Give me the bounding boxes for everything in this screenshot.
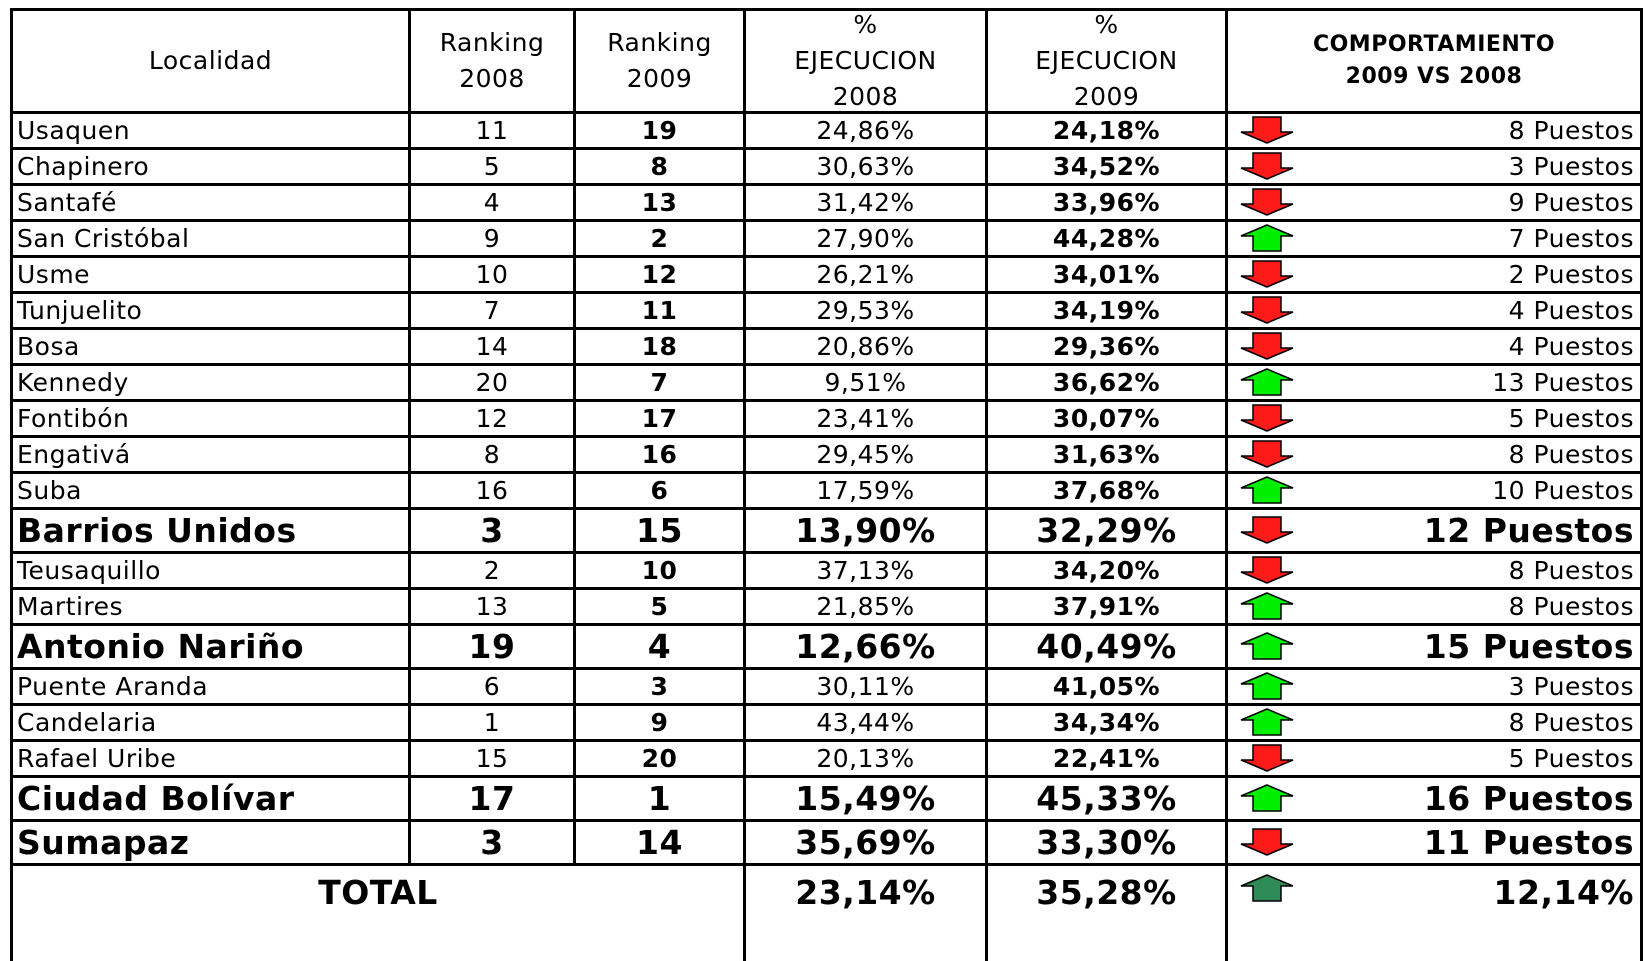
ranking-2008-cell: 10 <box>475 260 509 289</box>
arrow-down-icon <box>1239 296 1295 324</box>
ejecucion-2008-cell: 9,51% <box>824 368 907 397</box>
localidad-cell: Antonio Nariño <box>17 627 305 666</box>
grid-line <box>10 183 1643 186</box>
ejecucion-2008-cell: 12,66% <box>795 627 936 666</box>
ranking-2008-cell: 4 <box>483 188 501 217</box>
grid-line <box>10 255 1643 258</box>
header-ranking-2008 <box>411 11 573 111</box>
header-ejecucion-2008-line: EJECUCION <box>794 46 937 75</box>
grid-line <box>985 8 988 961</box>
grid-line <box>10 623 1643 626</box>
arrow-down-icon <box>1239 828 1295 856</box>
comportamiento-cell: 8 Puestos <box>1508 708 1634 737</box>
grid-line <box>10 775 1643 778</box>
ejecucion-2008-cell: 31,42% <box>816 188 915 217</box>
ejecucion-2008-cell: 29,45% <box>816 440 915 469</box>
ejecucion-2009-cell: 41,05% <box>1052 672 1161 701</box>
localidad-cell: Tunjuelito <box>17 296 143 325</box>
arrow-down-icon <box>1239 556 1295 584</box>
arrow-up-icon <box>1239 476 1295 504</box>
localidad-cell: Teusaquillo <box>17 556 161 585</box>
comportamiento-cell: 13 Puestos <box>1492 368 1634 397</box>
ranking-2009-cell: 14 <box>636 823 683 862</box>
header-ejecucion-2008-line: % <box>853 11 878 39</box>
arrow-up-icon <box>1239 632 1295 660</box>
localidad-cell: Ciudad Bolívar <box>17 779 295 818</box>
comportamiento-cell: 16 Puestos <box>1423 779 1634 818</box>
header-comportamiento-line: COMPORTAMIENTO <box>1312 32 1556 57</box>
arrow-up-icon <box>1239 784 1295 812</box>
ejecucion-2009-cell: 34,19% <box>1052 296 1161 325</box>
grid-line <box>10 399 1643 402</box>
arrow-down-icon <box>1239 744 1295 772</box>
ejecucion-2008-cell: 23,41% <box>816 404 915 433</box>
localidad-cell: Chapinero <box>17 152 150 181</box>
comportamiento-cell: 7 Puestos <box>1508 224 1634 253</box>
comportamiento-cell: 8 Puestos <box>1508 440 1634 469</box>
grid-line <box>10 219 1643 222</box>
ejecucion-2008-cell: 20,86% <box>816 332 915 361</box>
ejecucion-2009-cell: 33,96% <box>1052 188 1161 217</box>
comportamiento-cell: 3 Puestos <box>1508 672 1634 701</box>
arrow-up-icon <box>1239 672 1295 700</box>
ranking-2009-cell: 2 <box>650 224 669 253</box>
comportamiento-cell: 9 Puestos <box>1508 188 1634 217</box>
localidad-cell: Suba <box>17 476 82 505</box>
localidad-cell: Candelaria <box>17 708 157 737</box>
grid-line <box>10 291 1643 294</box>
ejecucion-2009-cell: 37,68% <box>1052 476 1161 505</box>
grid-line <box>1640 8 1643 961</box>
arrow-up-icon <box>1239 708 1295 736</box>
ejecucion-2008-cell: 26,21% <box>816 260 915 289</box>
ranking-2008-cell: 8 <box>483 440 501 469</box>
ranking-2009-cell: 16 <box>641 440 678 469</box>
total-label: TOTAL <box>318 873 438 912</box>
ejecucion-2008-cell: 15,49% <box>795 779 936 818</box>
ranking-2009-cell: 5 <box>650 592 669 621</box>
localidad-cell: Sumapaz <box>17 823 190 862</box>
grid-line <box>10 8 1643 11</box>
ejecucion-2008-cell: 13,90% <box>795 511 936 550</box>
localidad-cell: Bosa <box>17 332 80 361</box>
grid-line <box>10 703 1643 706</box>
ejecucion-2008-cell: 24,86% <box>816 116 915 145</box>
comportamiento-cell: 4 Puestos <box>1508 296 1634 325</box>
ejecucion-2008-cell: 30,11% <box>816 672 915 701</box>
total-ejecucion-2009: 35,28% <box>1036 873 1177 912</box>
ranking-2009-cell: 8 <box>650 152 669 181</box>
ejecucion-2009-cell: 34,01% <box>1052 260 1161 289</box>
grid-line <box>10 147 1643 150</box>
comportamiento-cell: 12 Puestos <box>1423 511 1634 550</box>
grid-line <box>10 435 1643 438</box>
grid-line <box>10 507 1643 510</box>
ranking-2008-cell: 13 <box>475 592 509 621</box>
header-comportamiento <box>1228 11 1640 111</box>
ranking-2008-cell: 3 <box>480 823 504 862</box>
ranking-2008-cell: 9 <box>483 224 501 253</box>
header-ejecucion-2009-line: 2009 <box>1073 82 1140 111</box>
comportamiento-cell: 8 Puestos <box>1508 556 1634 585</box>
ejecucion-2008-cell: 21,85% <box>816 592 915 621</box>
ejecucion-2008-cell: 20,13% <box>816 744 915 773</box>
ranking-2009-cell: 3 <box>650 672 669 701</box>
arrow-down-icon <box>1239 116 1295 144</box>
header-ranking-2009-line: 2009 <box>626 64 693 93</box>
ejecucion-2009-cell: 36,62% <box>1052 368 1161 397</box>
localidad-cell: Puente Aranda <box>17 672 209 701</box>
localidad-cell: Barrios Unidos <box>17 511 297 550</box>
arrow-down-icon <box>1239 152 1295 180</box>
ranking-2009-cell: 7 <box>650 368 669 397</box>
total-ejecucion-2008: 23,14% <box>795 873 936 912</box>
ranking-2009-cell: 6 <box>650 476 669 505</box>
ejecucion-2009-cell: 34,20% <box>1052 556 1161 585</box>
comportamiento-cell: 5 Puestos <box>1508 744 1634 773</box>
ranking-2009-cell: 18 <box>641 332 678 361</box>
header-ejecucion-2008 <box>746 11 985 111</box>
ranking-2008-cell: 7 <box>483 296 501 325</box>
ejecucion-2008-cell: 30,63% <box>816 152 915 181</box>
grid-line <box>743 8 746 961</box>
arrow-down-icon <box>1239 188 1295 216</box>
header-ejecucion-2009-line: EJECUCION <box>1035 46 1178 75</box>
grid-line <box>10 471 1643 474</box>
ranking-2008-cell: 20 <box>475 368 509 397</box>
ranking-2009-cell: 4 <box>647 627 672 666</box>
grid-line <box>10 667 1643 670</box>
header-ejecucion-2008-line: 2008 <box>832 82 899 111</box>
ranking-2008-cell: 2 <box>483 556 501 585</box>
ejecucion-2009-cell: 44,28% <box>1052 224 1161 253</box>
ejecucion-2008-cell: 29,53% <box>816 296 915 325</box>
ranking-2008-cell: 3 <box>480 511 504 550</box>
localidad-cell: Usme <box>17 260 91 289</box>
arrow-down-icon <box>1239 404 1295 432</box>
ranking-2008-cell: 15 <box>475 744 509 773</box>
ejecucion-2009-cell: 30,07% <box>1052 404 1161 433</box>
ejecucion-2009-cell: 45,33% <box>1036 779 1177 818</box>
header-comportamiento-line: 2009 VS 2008 <box>1345 64 1523 89</box>
arrow-down-icon <box>1239 332 1295 360</box>
ranking-2009-cell: 12 <box>641 260 678 289</box>
comportamiento-cell: 10 Puestos <box>1492 476 1634 505</box>
ejecucion-2009-cell: 29,36% <box>1052 332 1161 361</box>
arrow-up-icon <box>1239 874 1295 902</box>
arrow-up-icon <box>1239 592 1295 620</box>
ranking-2009-cell: 11 <box>641 296 678 325</box>
ranking-2008-cell: 5 <box>483 152 501 181</box>
header-ranking-2009-line: Ranking <box>607 28 712 57</box>
ejecucion-2009-cell: 22,41% <box>1052 744 1161 773</box>
header-ranking-2008-line: Ranking <box>439 28 545 57</box>
ejecucion-2008-cell: 27,90% <box>816 224 915 253</box>
grid-line <box>10 551 1643 554</box>
ranking-2009-cell: 17 <box>641 404 678 433</box>
ejecucion-2008-cell: 35,69% <box>795 823 936 862</box>
ranking-2009-cell: 10 <box>641 556 678 585</box>
header-localidad <box>13 11 408 111</box>
grid-line <box>10 327 1643 330</box>
grid-line <box>408 8 411 866</box>
ranking-2009-cell: 13 <box>641 188 678 217</box>
ejecucion-2008-cell: 43,44% <box>816 708 915 737</box>
localidad-cell: Engativá <box>17 440 131 469</box>
ranking-2008-cell: 14 <box>475 332 509 361</box>
ranking-2009-cell: 20 <box>641 744 678 773</box>
comportamiento-cell: 3 Puestos <box>1508 152 1634 181</box>
localidad-cell: Kennedy <box>17 368 129 397</box>
ejecucion-2009-cell: 24,18% <box>1052 116 1161 145</box>
ranking-2009-cell: 19 <box>641 116 678 145</box>
total-change: 12,14% <box>1493 873 1634 912</box>
grid-line <box>10 8 13 961</box>
ranking-2009-cell: 1 <box>647 779 672 818</box>
localidad-cell: Santafé <box>17 188 117 217</box>
grid-line <box>10 587 1643 590</box>
comportamiento-cell: 5 Puestos <box>1508 404 1634 433</box>
comportamiento-cell: 15 Puestos <box>1423 627 1634 666</box>
localidad-cell: Rafael Uribe <box>17 744 177 773</box>
ejecucion-2009-cell: 32,29% <box>1036 511 1177 550</box>
ranking-2008-cell: 16 <box>475 476 509 505</box>
grid-line <box>10 363 1643 366</box>
comportamiento-cell: 8 Puestos <box>1508 116 1634 145</box>
localidad-cell: San Cristóbal <box>17 224 190 253</box>
header-ejecucion-2009-line: % <box>1094 11 1119 39</box>
ejecucion-2008-cell: 17,59% <box>816 476 915 505</box>
ranking-2008-cell: 11 <box>475 116 509 145</box>
localidad-cell: Usaquen <box>17 116 131 145</box>
localidad-cell: Martires <box>17 592 124 621</box>
grid-line <box>10 819 1643 822</box>
comportamiento-cell: 8 Puestos <box>1508 592 1634 621</box>
ejecucion-2009-cell: 34,52% <box>1052 152 1161 181</box>
header-ejecucion-2009 <box>988 11 1225 111</box>
localidad-cell: Fontibón <box>17 404 130 433</box>
ejecucion-2009-cell: 40,49% <box>1036 627 1177 666</box>
header-localidad-label: Localidad <box>148 46 273 75</box>
arrow-down-icon <box>1239 260 1295 288</box>
ranking-2009-cell: 15 <box>636 511 683 550</box>
ejecucion-2009-cell: 33,30% <box>1036 823 1177 862</box>
arrow-up-icon <box>1239 224 1295 252</box>
ejecucion-2009-cell: 31,63% <box>1052 440 1161 469</box>
comportamiento-cell: 2 Puestos <box>1508 260 1634 289</box>
ranking-2008-cell: 1 <box>483 708 501 737</box>
ranking-2008-cell: 17 <box>468 779 516 818</box>
ejecucion-2009-cell: 37,91% <box>1052 592 1161 621</box>
ranking-2008-cell: 19 <box>468 627 516 666</box>
ranking-2008-cell: 6 <box>483 672 501 701</box>
ranking-2008-cell: 12 <box>475 404 509 433</box>
ejecucion-2009-cell: 34,34% <box>1052 708 1161 737</box>
header-ranking-2009 <box>576 11 743 111</box>
arrow-down-icon <box>1239 516 1295 544</box>
ejecucion-2008-cell: 37,13% <box>816 556 915 585</box>
arrow-up-icon <box>1239 368 1295 396</box>
comportamiento-cell: 4 Puestos <box>1508 332 1634 361</box>
grid-line <box>10 739 1643 742</box>
grid-line <box>573 8 576 866</box>
grid-line <box>1225 8 1228 961</box>
arrow-down-icon <box>1239 440 1295 468</box>
grid-line <box>10 863 1643 866</box>
comportamiento-cell: 11 Puestos <box>1423 823 1634 862</box>
header-ranking-2008-line: 2008 <box>459 64 525 93</box>
grid-line <box>10 111 1643 114</box>
ranking-2009-cell: 9 <box>650 708 669 737</box>
